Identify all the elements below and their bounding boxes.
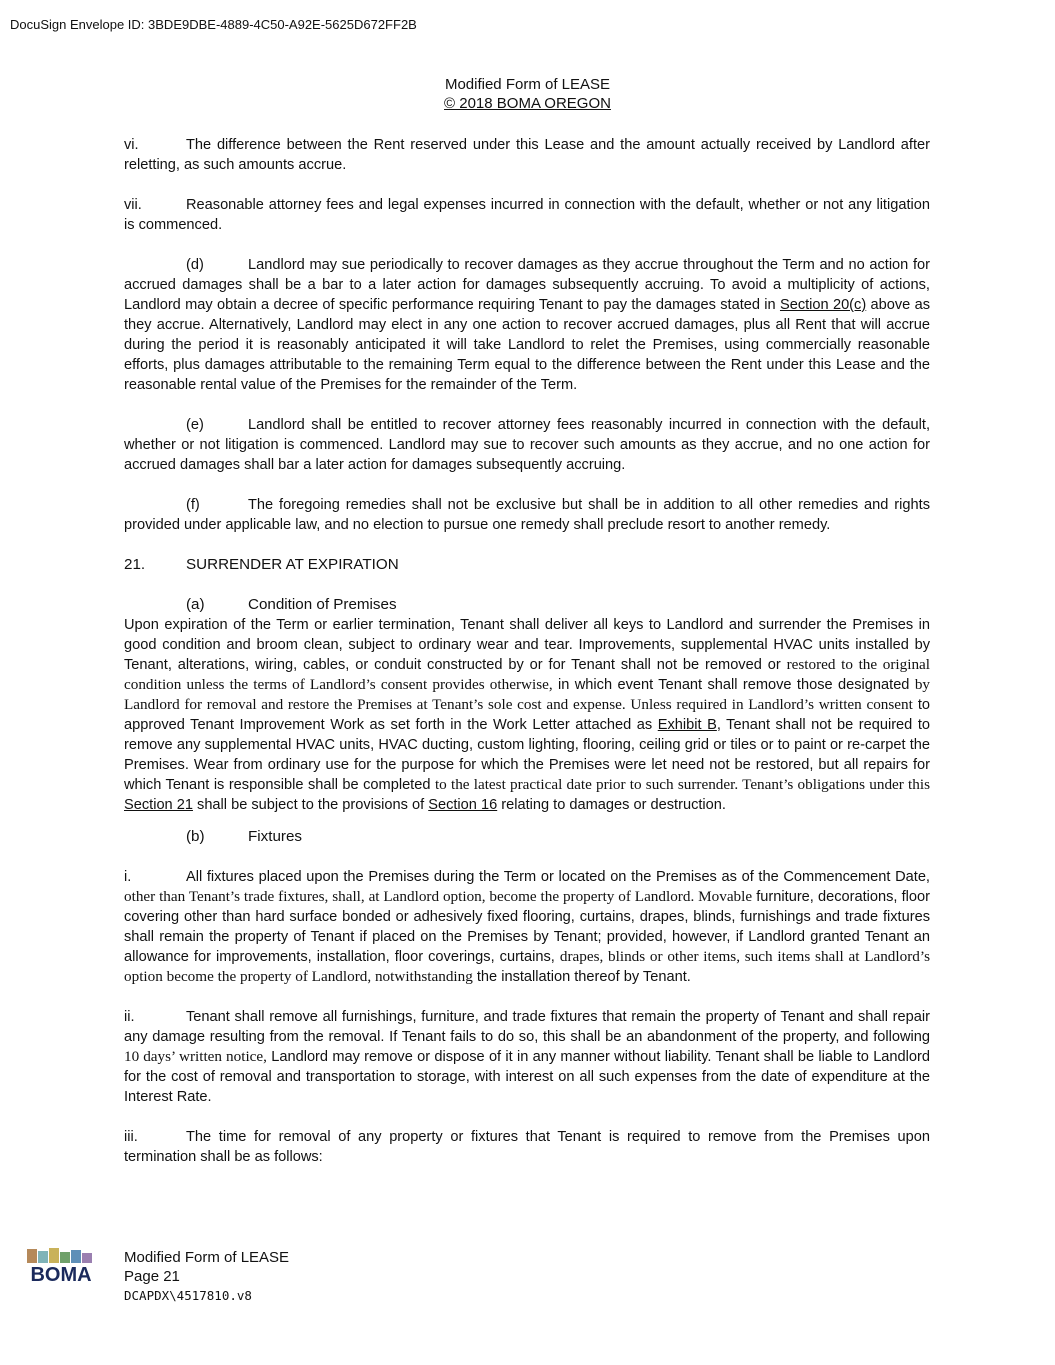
clause-number: ii. [124, 1009, 135, 1025]
section-21-heading [124, 555, 930, 575]
clause-text: by Landlord for removal and restore the Premises at Tenant’s sole cost and expense. Unless required in Landlord’s written consent [124, 676, 930, 713]
clause-number: vi. [124, 137, 139, 153]
clause-text: Landlord may remove or dispose of it in any manner without liability. Tenant shall be liable to Landlord for the cost of removal and transportation to storage, with interest on all such expenses from the date of expenditure at the Interest Rate. [124, 1049, 930, 1105]
clause-text: drapes, blinds or other items, such items shall at Landlord’s option become the property of Landlord, notwithstanding [124, 948, 930, 985]
clause-i [124, 867, 930, 987]
clause-text: The time for removal of any property or fixtures that Tenant is required to remove from the Premises upon termination shall be as follows: [124, 1129, 930, 1165]
section-title: SURRENDER AT EXPIRATION [186, 556, 399, 573]
clause-text: Tenant shall remove all furnishings, furniture, and trade fixtures that remain the property of Tenant and shall repair any damage resulting from the removal. If Tenant fails to do so, this shall be an abandonment of the property, and following [124, 1009, 930, 1045]
section-21-link[interactable]: Section 21 [124, 797, 193, 813]
clause-text: above as they accrue. Alternatively, Landlord may elect in any one action to recover accrued damages, plus all Rent that will accrue during the period it is reasonably anticipated it will take Landlord to relet the Premises, using commercially reasonable efforts, plus damages attributable to the remaining Term equal to the difference between the Rent under this Lease and the reasonable rental value of the Premises for the remainder of the Term. [124, 297, 930, 393]
clause-label: (b) [186, 828, 205, 845]
clause-text: to the latest practical date prior to such surrender. Tenant’s obligations under this [434, 776, 931, 793]
clause-text: Upon expiration of the Term or earlier termination, Tenant shall deliver all keys to Landlord and surrender the Premises in good condition and broom clean, subject to ordinary wear and tear. Improvements, supplemental HVAC units installed by Tenant, alterations, wiring, cables, or conduit constructed by or for Tenant shall not be removed or [124, 617, 930, 673]
clause-ii [124, 1007, 930, 1107]
subsection-b-heading [124, 827, 930, 847]
clause-label: (d) [186, 257, 204, 273]
clause-vi [124, 135, 930, 175]
clause-text: the installation thereof by Tenant. [472, 969, 691, 985]
clause-text: , Tenant shall not be required to remove any supplemental HVAC units, HVAC ducting, custom lighting, flooring, ceiling grid or tiles or to paint or re-carpet the Premises. Wear from ordinary use for the purpose for which the Premises were let need not be restored, but all repairs for which Tenant is responsible shall be completed [124, 717, 931, 793]
clause-text: other than Tenant’s trade fixtures, shall, at Landlord option, become the property of Landlord. Movable [124, 888, 753, 905]
clause-text: restored to the original condition unless the terms of Landlord’s consent provides otherwise, [124, 656, 930, 693]
clause-text: The foregoing remedies shall not be exclusive but shall be in addition to all other remedies and rights provided under applicable law, and no election to pursue one remedy shall preclude resort to another remedy. [124, 497, 930, 533]
clause-label: (a) [186, 596, 205, 613]
subsection-title: Condition of Premises [248, 596, 397, 613]
header-title: Modified Form of LEASE [444, 76, 611, 93]
clause-text: shall be subject to the provisions of [192, 797, 429, 813]
exhibit-b-link[interactable]: Exhibit B [657, 717, 717, 733]
clause-d [124, 255, 930, 395]
clause-text: Reasonable attorney fees and legal expenses incurred in connection with the default, whether or not any litigation is commenced. [124, 197, 930, 233]
footer-title: Modified Form of LEASE [124, 1249, 290, 1266]
page-footer [124, 1248, 289, 1305]
section-16-link[interactable]: Section 16 [428, 797, 498, 813]
boma-logo-text: BOMA [30, 1264, 92, 1286]
clause-a-text [124, 615, 930, 815]
clause-text: relating to damages or destruction. [497, 797, 726, 813]
clause-text: The difference between the Rent reserved under this Lease and the amount actually received by Landlord after reletting, as such amounts accrue. [124, 137, 930, 173]
clause-e [124, 415, 930, 475]
clause-text: All fixtures placed upon the Premises during the Term or located on the Premises as of the Commencement Date, [186, 869, 930, 885]
boma-logo [25, 1247, 97, 1287]
section-reference-link[interactable]: Section 20(c) [779, 297, 867, 313]
clause-text: in which event Tenant shall remove those designated [552, 677, 915, 693]
clause-label: (f) [186, 497, 200, 513]
page-header [0, 75, 1055, 113]
document-body [124, 135, 930, 1167]
header-copyright: © 2018 BOMA OREGON [444, 95, 611, 112]
subsection-a-heading [124, 595, 930, 615]
clause-text: to approved Tenant Improvement Work as set forth in the Work Letter attached as [124, 697, 930, 733]
clause-text: furniture, decorations, floor covering other than hard surface bonded or adhesively fixed flooring, curtains, drapes, blinds, furnishings and trade fixtures shall remain the property of Tenant if placed on the Premises by Tenant; provided, however, if Landlord granted Tenant an allowance for improvements, installation, floor coverings, curtains, [124, 889, 930, 965]
clause-number: i. [124, 869, 132, 885]
clause-vii [124, 195, 930, 235]
clause-number: iii. [124, 1129, 138, 1145]
section-number: 21. [124, 556, 146, 573]
clause-text: Landlord shall be entitled to recover attorney fees reasonably incurred in connection with the default, whether or not litigation is commenced. Landlord may sue to recover such amounts as they accrue, and no one action for accrued damages shall bar a later action for damages subsequently accruing. [124, 417, 930, 473]
clause-number: vii. [124, 197, 142, 213]
subsection-title: Fixtures [248, 828, 303, 845]
clause-text: 10 days’ written notice, [124, 1048, 267, 1065]
document-id: DCAPDX\4517810.v8 [124, 1288, 252, 1303]
clause-iii [124, 1127, 930, 1167]
page-number: Page 21 [124, 1268, 180, 1285]
clause-label: (e) [186, 417, 204, 433]
clause-f [124, 495, 930, 535]
docusign-envelope-id: DocuSign Envelope ID: 3BDE9DBE-4889-4C50-A92E-5625D672FF2B [10, 17, 417, 32]
clause-text: Landlord may sue periodically to recover damages as they accrue throughout the Term and no action for accrued damages shall be a bar to a later action for damages subsequently accruing. To avoid a multiplicity of actions, Landlord may obtain a decree of specific performance requiring Tenant to pay the damages stated in [124, 257, 930, 313]
